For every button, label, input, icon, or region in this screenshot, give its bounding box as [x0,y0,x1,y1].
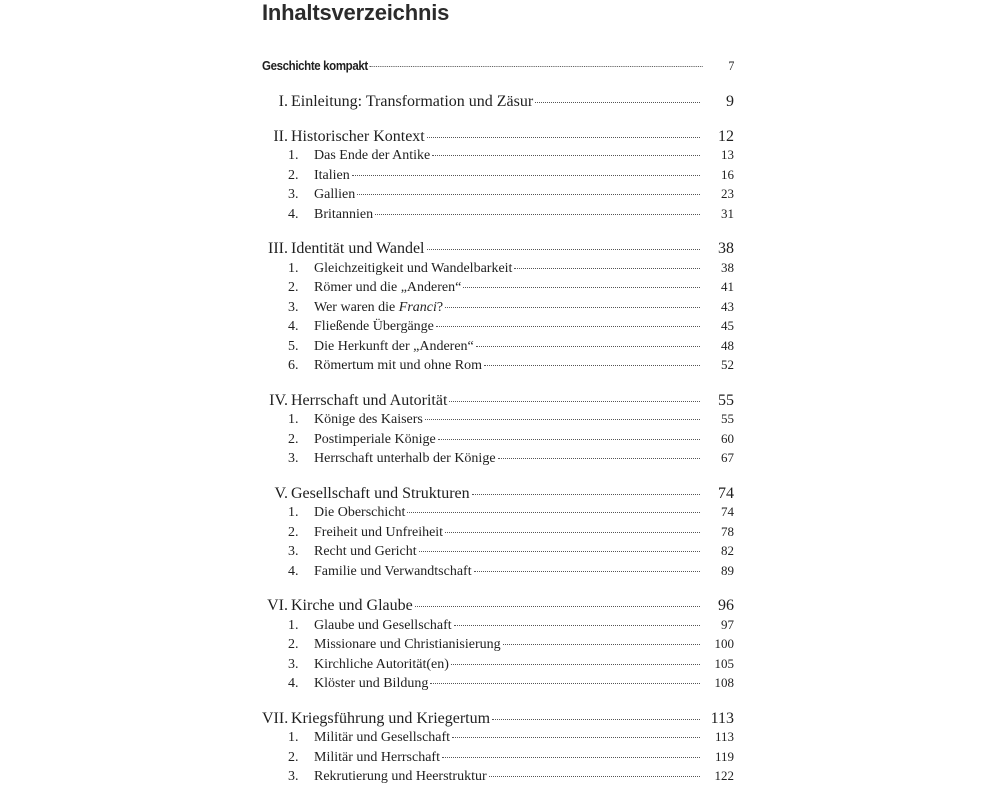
entry-number: 2. [288,167,299,183]
dot-leader [451,663,700,665]
page-number: 9 [726,93,734,110]
entry-number: 1. [288,412,299,427]
page-number: 96 [718,597,734,614]
entry-label: Kirchliche Autorität(en) [314,656,449,672]
toc-subentry[interactable] [262,318,734,338]
dot-leader [489,775,700,777]
toc-subentry[interactable] [262,543,734,563]
entry-number: II. [273,127,288,145]
toc-subentry[interactable] [262,636,734,656]
dot-leader [514,267,700,269]
page-number: 13 [721,147,734,162]
page-number: 108 [714,675,734,690]
page-number: 78 [721,523,734,539]
page-number: 60 [721,430,734,446]
toc-chapter[interactable] [262,392,734,412]
page-number: 89 [721,562,734,578]
entry-label: Klöster und Bildung [314,676,429,691]
toc-subentry[interactable] [262,524,734,544]
entry-number: VII. [262,709,289,727]
entry-number: 3. [288,299,299,315]
page-number: 38 [721,259,734,275]
entry-label: Gesellschaft und Strukturen [291,484,470,502]
entry-label: Postimperiale Könige [314,431,436,447]
dot-leader [454,624,700,626]
toc-subentry[interactable] [262,167,734,187]
dot-leader [436,325,700,327]
entry-number: 4. [288,206,299,222]
toc-subentry[interactable] [262,563,734,583]
page-number: 45 [721,318,734,333]
page-number: 52 [721,357,734,372]
entry-number: 1. [288,260,299,276]
entry-number: 2. [288,749,299,765]
entry-label: Historischer Kontext [291,127,425,145]
entry-label: Gallien [314,187,356,202]
dot-leader [484,364,700,366]
page-number: 16 [721,166,734,182]
entry-number: 1. [288,617,299,633]
entry-number: 2. [288,280,299,295]
entry-label: Militär und Gesellschaft [314,730,451,745]
toc-subentry[interactable] [262,768,734,788]
page-number: 97 [721,616,734,632]
entry-label: Könige des Kaisers [314,412,423,427]
page-number: 119 [714,748,734,764]
entry-label: Freiheit und Unfreiheit [314,524,444,540]
toc-chapter[interactable] [262,128,734,148]
page-number: 23 [721,186,734,201]
page-number: 100 [714,636,734,651]
entry-number: 3. [288,656,299,672]
dot-leader [407,511,700,513]
dot-leader [430,682,700,684]
entry-number: 3. [288,769,299,784]
toc-subentry[interactable] [262,147,734,167]
dot-leader [445,531,700,533]
page-number: 31 [721,205,734,221]
entry-number: 1. [288,148,299,163]
dot-leader [503,643,700,645]
toc-chapter[interactable] [262,240,734,260]
entry-number: 1. [288,730,299,745]
entry-number: VI. [267,597,288,614]
entry-number: 2. [288,431,299,447]
dot-leader [419,550,700,552]
toc-subentry[interactable] [262,617,734,637]
dot-leader [449,400,700,402]
entry-label: Die Oberschicht [314,505,406,520]
dot-leader [375,213,700,215]
entry-number: 6. [288,358,299,373]
toc-chapter[interactable] [262,597,734,617]
toc-subentry[interactable] [262,338,734,358]
page-number: 82 [721,543,734,558]
entry-number: V. [274,484,288,502]
page-number: 105 [714,655,734,671]
toc-subentry[interactable] [262,656,734,676]
dot-leader [498,457,700,459]
toc-entry[interactable] [262,58,734,78]
page-number: 55 [718,391,734,409]
toc-subentry[interactable] [262,357,734,377]
toc-chapter[interactable] [262,710,734,730]
page-number: 7 [728,58,734,73]
page-number: 67 [721,450,734,465]
toc-subentry[interactable] [262,411,734,431]
entry-number: 4. [288,563,299,579]
dot-leader [427,248,701,250]
entry-label: Italien [314,167,350,183]
entry-number: 3. [288,544,299,559]
entry-label: Rekrutierung und Heerstruktur [314,769,487,784]
page-title: Inhaltsverzeichnis [262,0,450,25]
entry-label: Identität und Wandel [291,240,425,257]
page-number: 74 [718,484,734,502]
toc-subentry[interactable] [262,675,734,695]
dot-leader [415,605,700,607]
dot-leader [472,493,700,495]
dot-leader [432,154,700,156]
entry-label: Britannien [314,206,374,222]
dot-leader [476,345,700,347]
toc-subentry[interactable] [262,504,734,524]
dot-leader [442,756,700,758]
page-number: 113 [710,709,734,727]
toc-subentry[interactable] [262,299,734,319]
page-number: 55 [721,411,734,426]
entry-label: Einleitung: Transformation und Zäsur [291,93,534,110]
dot-leader [445,306,700,308]
page-number: 113 [714,729,734,744]
entry-label: Missionare und Christianisierung [314,637,501,652]
entry-label: Kriegsführung und Kriegertum [291,709,491,727]
toc-subentry[interactable] [262,206,734,226]
entry-label: Wer waren die Franci? [314,299,444,315]
entry-number: IV. [269,391,288,409]
entry-label: Militär und Herrschaft [314,749,440,765]
entry-number: 2. [288,637,299,652]
dot-leader [438,438,700,440]
dot-leader [492,718,700,720]
page-number: 41 [721,279,734,294]
dot-leader [425,418,700,420]
toc-chapter[interactable] [262,93,734,113]
page-number: 74 [721,504,734,519]
entry-label: Die Herkunft der „Anderen“ [314,338,474,354]
entry-number: 3. [288,187,299,202]
entry-label: Familie und Verwandtschaft [314,563,472,579]
dot-leader [535,101,700,103]
dot-leader [463,286,700,288]
entry-label: Römertum mit und ohne Rom [314,358,482,373]
entry-number: 4. [288,319,299,334]
entry-label: Geschichte kompakt [262,59,368,73]
dot-leader [427,136,700,138]
toc-subentry[interactable] [262,186,734,206]
page-number: 43 [721,298,734,314]
dot-leader [352,174,700,176]
entry-number: I. [278,93,288,110]
entry-number: 4. [288,676,299,691]
page-number: 12 [718,127,734,145]
dot-leader [474,570,700,572]
page-number: 38 [718,240,734,257]
entry-label: Herrschaft und Autorität [291,391,448,409]
entry-label: Gleichzeitigkeit und Wandelbarkeit [314,260,513,276]
toc-subentry[interactable] [262,749,734,769]
dot-leader [357,193,700,195]
entry-number: 3. [288,451,299,466]
dot-leader [452,736,700,738]
dot-leader [370,65,703,67]
entry-number: III. [268,240,288,257]
entry-number: 1. [288,505,299,520]
entry-number: 5. [288,338,299,354]
entry-number: 2. [288,524,299,540]
entry-label: Recht und Gericht [314,544,417,559]
page-number: 122 [714,768,734,783]
toc-chapter[interactable] [262,485,734,505]
entry-label: Herrschaft unterhalb der Könige [314,451,496,466]
entry-label: Römer und die „Anderen“ [314,280,462,295]
page-number: 48 [721,337,734,353]
toc-subentry[interactable] [262,431,734,451]
toc-subentry[interactable] [262,450,734,470]
entry-label: Glaube und Gesellschaft [314,617,452,633]
toc-subentry[interactable] [262,279,734,299]
entry-label: Kirche und Glaube [291,597,413,614]
toc-subentry[interactable] [262,260,734,280]
entry-label: Fließende Übergänge [314,319,434,334]
toc-subentry[interactable] [262,729,734,749]
entry-label: Das Ende der Antike [314,148,431,163]
